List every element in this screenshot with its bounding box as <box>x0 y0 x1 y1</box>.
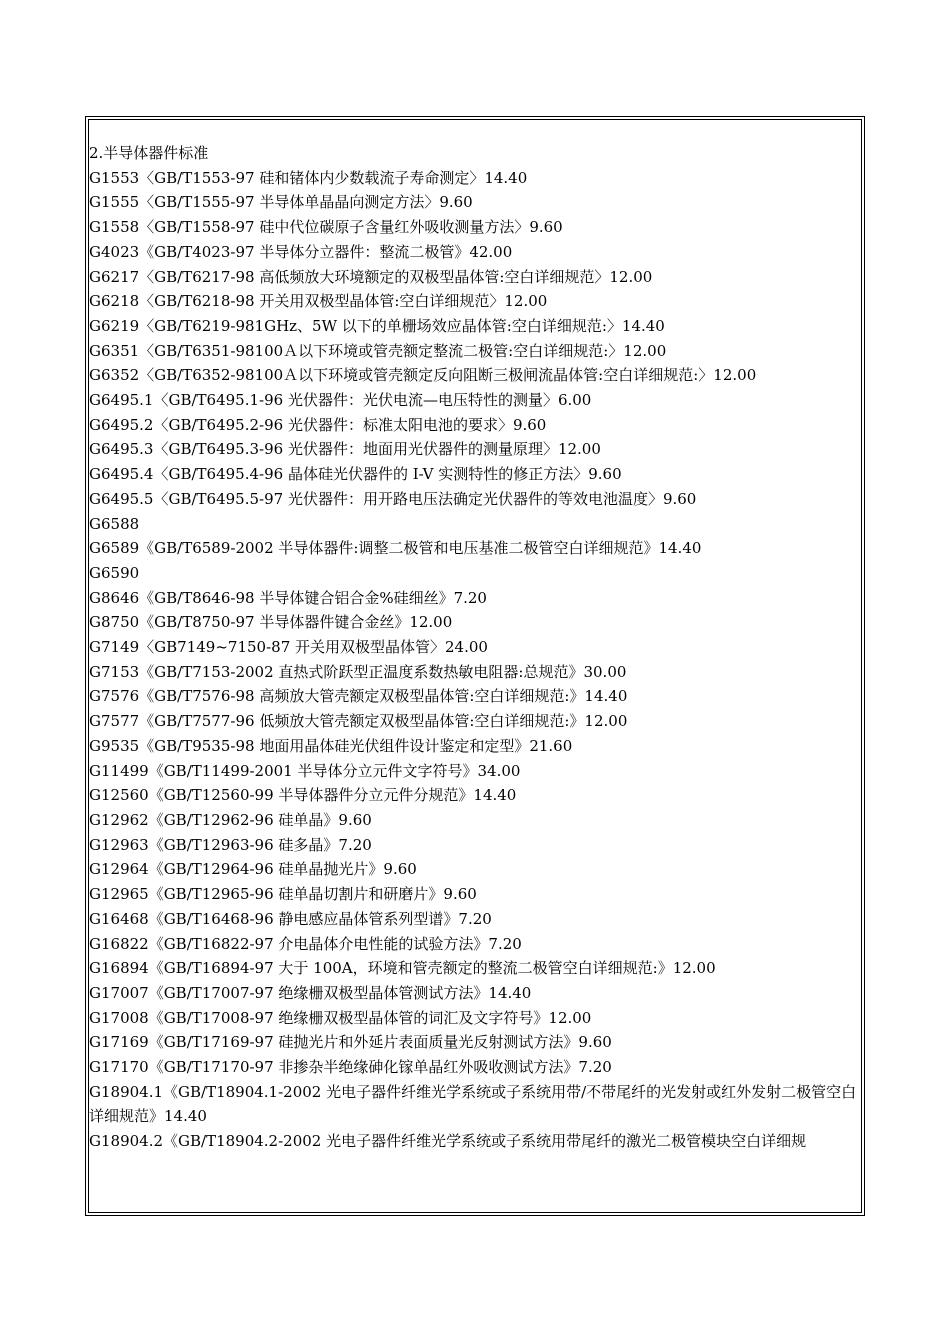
list-item: G17169《GB/T17169-97 硅抛光片和外延片表面质量光反射测试方法》9.60 <box>89 1033 612 1052</box>
list-item: G6351〈GB/T6351-98100Ａ以下环境或管壳额定整流二极管:空白详细规范:〉12.00 <box>89 341 667 360</box>
list-item: G16894《GB/T16894-97 大于 100A，环境和管壳额定的整流二极管空白详细规范:》12.00 <box>89 959 716 978</box>
list-item: G17008《GB/T17008-97 绝缘栅双极型晶体管的词汇及文字符号》12.00 <box>89 1008 592 1027</box>
list-item: G12962《GB/T12962-96 硅单晶》9.60 <box>89 810 372 829</box>
list-item: G6495.2〈GB/T6495.2-96 光伏器件：标准太阳电池的要求〉9.60 <box>89 415 547 434</box>
list-item: G6495.3〈GB/T6495.3-96 光伏器件：地面用光伏器件的测量原理〉12.00 <box>89 440 601 459</box>
list-item: G7149〈GB7149~7150-87 开关用双极型晶体管〉24.00 <box>89 638 488 657</box>
list-item: G7153《GB/T7153-2002 直热式阶跃型正温度系数热敏电阻器:总规范》30.00 <box>89 662 627 681</box>
list-item: G6352〈GB/T6352-98100Ａ以下环境或管壳额定反向阻断三极闸流晶体管:空白详细规范:〉12.00 <box>89 366 757 385</box>
list-item: G12963《GB/T12963-96 硅多晶》7.20 <box>89 835 372 854</box>
list-item: G6218〈GB/T6218-98 开关用双极型晶体管:空白详细规范〉12.00 <box>89 292 548 311</box>
document-frame <box>85 116 865 1216</box>
list-item: G1558〈GB/T1558-97 硅中代位碳原子含量红外吸收测量方法〉9.60 <box>89 218 563 237</box>
list-item: G8750《GB/T8750-97 半导体器件键合金丝》12.00 <box>89 613 453 632</box>
list-item: G8646《GB/T8646-98 半导体键合铝合金%硅细丝》7.20 <box>89 588 487 607</box>
list-item: G1555〈GB/T1555-97 半导体单晶晶向测定方法〉9.60 <box>89 193 473 212</box>
list-item: G11499《GB/T11499-2001 半导体分立元件文字符号》34.00 <box>89 761 521 780</box>
list-item: G18904.2《GB/T18904.2-2002 光电子器件纤维光学系统或子系统用带尾纤的激光二极管模块空白详细规 <box>89 1132 807 1151</box>
list-item: G17170《GB/T17170-97 非掺杂半绝缘砷化镓单晶红外吸收测试方法》7.20 <box>89 1058 612 1077</box>
list-item: G7576《GB/T7576-98 高频放大管壳额定双极型晶体管:空白详细规范:》14.40 <box>89 687 628 706</box>
list-item: G6219〈GB/T6219-981GHz、5W 以下的单栅场效应晶体管:空白详细规范:〉14.40 <box>89 316 665 335</box>
list-item: G6589《GB/T6589-2002 半导体器件:调整二极管和电压基准二极管空白详细规范》14.40 <box>89 539 702 558</box>
list-item: G12965《GB/T12965-96 硅单晶切割片和研磨片》9.60 <box>89 885 477 904</box>
list-item: G6588 <box>89 514 140 533</box>
list-item: G6495.1〈GB/T6495.1-96 光伏器件：光伏电流—电压特性的测量〉6.00 <box>89 391 592 410</box>
list-item: G12964《GB/T12964-96 硅单晶抛光片》9.60 <box>89 860 417 879</box>
list-item: G6495.5〈GB/T6495.5-97 光伏器件：用开路电压法确定光伏器件的等效电池温度〉9.60 <box>89 489 697 508</box>
list-item: G4023《GB/T4023-97 半导体分立器件：整流二极管》42.00 <box>89 242 513 261</box>
list-item: G7577《GB/T7577-96 低频放大管壳额定双极型晶体管:空白详细规范:》12.00 <box>89 712 628 731</box>
list-item: G12560《GB/T12560-99 半导体器件分立元件分规范》14.40 <box>89 786 517 805</box>
list-item: G18904.1《GB/T18904.1-2002 光电子器件纤维光学系统或子系统用带/不带尾纤的光发射或红外发射二极管空白详细规范》14.40 <box>89 1082 857 1126</box>
list-item: G1553〈GB/T1553-97 硅和锗体内少数载流子寿命测定〉14.40 <box>89 168 528 187</box>
list-item: G9535《GB/T9535-98 地面用晶体硅光伏组件设计鉴定和定型》21.60 <box>89 736 573 755</box>
list-item: G6590 <box>89 563 140 582</box>
section-heading: 2.半导体器件标准 <box>89 144 209 162</box>
standards-list <box>89 141 861 1154</box>
list-item: G6217〈GB/T6217-98 高低频放大环境额定的双极型晶体管:空白详细规范〉12.00 <box>89 267 653 286</box>
list-item: G17007《GB/T17007-97 绝缘栅双极型晶体管测试方法》14.40 <box>89 983 532 1002</box>
list-item: G16822《GB/T16822-97 介电晶体介电性能的试验方法》7.20 <box>89 934 522 953</box>
list-item: G16468《GB/T16468-96 静电感应晶体管系列型谱》7.20 <box>89 909 492 928</box>
list-item: G6495.4〈GB/T6495.4-96 晶体硅光伏器件的 I-V 实测特性的修正方法〉9.60 <box>89 465 622 484</box>
